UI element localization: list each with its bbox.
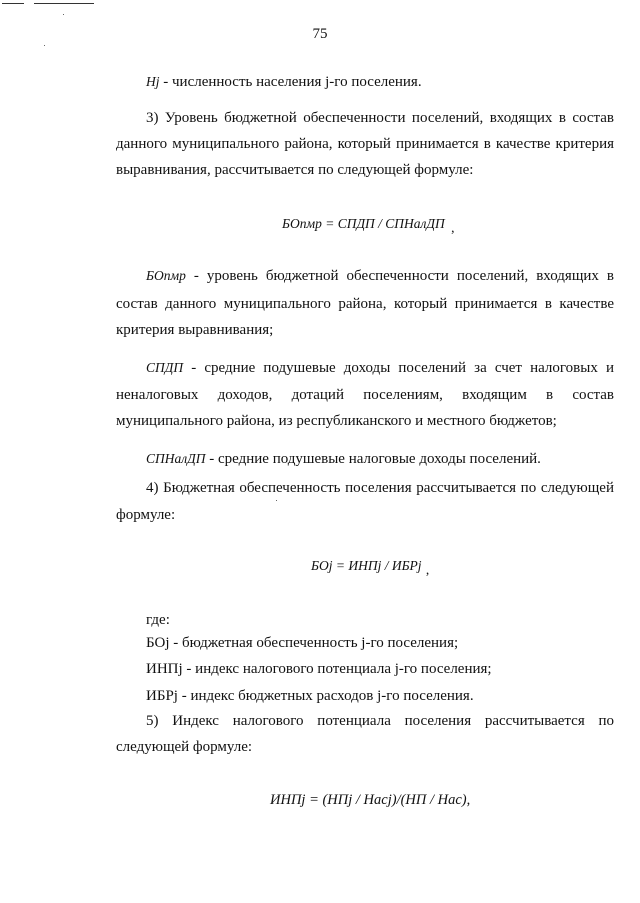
formula-boj-expression: БОj = ИНПj / ИБРj (311, 558, 422, 573)
formula-boj (311, 558, 430, 577)
definition-boj: БОj - бюджетная обеспеченность j-го поселения; (146, 635, 459, 651)
definition-bopmr-text-1: - уровень бюджетной обеспеченности поселений, входящих в (193, 268, 615, 284)
paragraph-4-line-1: 4) Бюджетная обеспеченность поселения рассчитывается по следующей (146, 480, 614, 496)
definition-bopmr-line-3: критерия выравнивания; (116, 322, 274, 338)
definition-spdp-text-1: - средние подушевые доходы поселений за счет налоговых и (191, 360, 614, 376)
paragraph-3-line-2: данного муниципального района, который принимается в качестве критерия (116, 136, 614, 152)
scan-artifact-dot (276, 500, 277, 501)
paragraph-3-line-1: 3) Уровень бюджетной обеспеченности поселений, входящих в состав (146, 110, 614, 126)
variable-spdp: СПДП (146, 360, 184, 375)
formula-inpj (270, 792, 470, 809)
definition-ibrj: ИБРj - индекс бюджетных расходов j-го поселения. (146, 688, 474, 704)
definition-spdp-line-1 (146, 360, 614, 377)
scan-artifact-line (2, 3, 24, 4)
definition-spdp-line-3: муниципального района, из республиканского и местного бюджетов; (116, 413, 557, 429)
scan-artifact-dot (44, 45, 45, 46)
definition-spnaldp-text: - средние подушевые налоговые доходы поселений. (209, 451, 541, 467)
formula-bopmr-comma: , (451, 220, 455, 235)
variable-bopmr: БОпмр (146, 268, 186, 283)
paragraph-4-line-2: формуле: (116, 507, 176, 523)
definition-hj-text: - численность населения j-го поселения. (163, 74, 422, 90)
formula-bopmr (282, 216, 455, 235)
variable-spnaldp: СПНалДП (146, 451, 206, 466)
page-number: 75 (312, 26, 328, 42)
variable-hj: Hj (146, 74, 160, 89)
definition-spdp-line-2: неналоговых доходов, дотаций поселениям, входящим в состав (116, 387, 614, 403)
formula-boj-comma: , (425, 562, 430, 577)
paragraph-5-line-2: следующей формуле: (116, 739, 253, 755)
scan-artifact-dot (63, 14, 64, 15)
definition-bopmr-line-1 (146, 268, 614, 285)
definition-hj (146, 74, 422, 91)
definition-spnaldp (146, 451, 541, 468)
paragraph-5-line-1: 5) Индекс налогового потенциала поселения рассчитывается по (146, 713, 614, 729)
where-label: где: (146, 612, 170, 628)
formula-inpj-expression: ИНПj = (НПj / Насj)/(НП / Нас) (270, 792, 467, 808)
definition-bopmr-line-2: состав данного муниципального района, который принимается в качестве (116, 296, 614, 312)
definition-inpj: ИНПj - индекс налогового потенциала j-го поселения; (146, 661, 492, 677)
formula-bopmr-expression: БОпмр = СПДП / СПНалДП (282, 216, 445, 231)
formula-inpj-comma: , (466, 792, 471, 808)
paragraph-3-line-3: выравнивания, рассчитывается по следующей формуле: (116, 162, 474, 178)
scan-artifact-line (34, 3, 94, 4)
